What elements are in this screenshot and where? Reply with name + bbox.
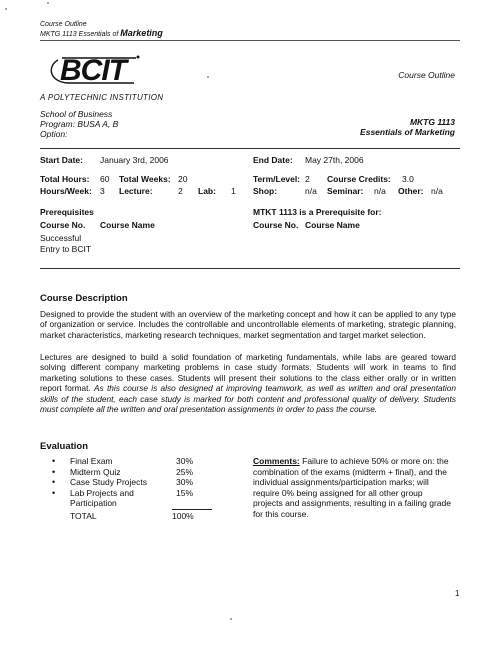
- evaluation-title: Evaluation: [40, 441, 89, 452]
- prereq-for-col-course-no: Course No.: [253, 220, 299, 230]
- scan-speck: [207, 76, 209, 78]
- running-header-course: [40, 29, 163, 39]
- page-number: 1: [455, 589, 460, 598]
- course-outline-label: Course Outline: [398, 70, 455, 80]
- option-label: Option:: [40, 129, 68, 139]
- evaluation-item-name: Lab Projects and: [70, 487, 134, 498]
- evaluation-item-pct: 25%: [176, 466, 194, 477]
- lab-value: 1: [231, 186, 236, 196]
- header-rule: [40, 40, 460, 41]
- course-credits-value: 3.0: [402, 174, 414, 184]
- comments-label: Comments:: [253, 456, 300, 466]
- rule-1: [40, 148, 460, 149]
- other-label: Other:: [398, 186, 424, 196]
- course-code: MKTG 1113: [409, 117, 455, 127]
- logo-text: BCIT: [60, 54, 126, 87]
- bullet-icon: •: [52, 487, 56, 498]
- other-value: n/a: [431, 186, 443, 196]
- total-hours-label: Total Hours:: [40, 174, 90, 184]
- seminar-label: Seminar:: [327, 186, 364, 196]
- evaluation-item-pct: 30%: [176, 477, 194, 487]
- rule-2: [40, 268, 460, 269]
- evaluation-total-pct: 100%: [172, 511, 194, 521]
- prereq-for-col-course-name: Course Name: [305, 220, 360, 230]
- bullet-icon: •: [52, 456, 56, 466]
- prerequisites-title: Prerequisites: [40, 207, 94, 217]
- course-credits-label: Course Credits:: [327, 174, 391, 184]
- scan-speck: [47, 2, 49, 4]
- prereq-col-course-name: Course Name: [100, 220, 155, 230]
- evaluation-total-label: TOTAL: [70, 511, 97, 521]
- prereq-line-2: Entry to BCIT: [40, 244, 92, 254]
- course-description-p2-italic: As this course is also designed at improving teamwork, as well as written and oral presentation skills of the student, each case study is marked for both content and professional quality of delivery. Students must complete all the written and oral presentation assignments in order to pass the course.: [40, 383, 456, 415]
- shop-label: Shop:: [253, 186, 278, 196]
- end-date-label: End Date:: [253, 155, 293, 165]
- course-description-p1: Designed to provide the student with an overview of the marketing concept and how it can be applied to any type of organization or service. Includes the controllable and uncontrollable elements of marketing, strategic planning, market characteristics, marketing research techniques, market segmentation and target market selection.: [40, 309, 456, 340]
- term-level-value: 2: [305, 174, 310, 184]
- running-header: [40, 20, 163, 39]
- course-description-p2-plain: Lectures are designed to build a solid foundation of marketing fundamentals, while labs are geared toward solving different company marketing problems in case study formats. Students will work in teams to find marketing solutions to these cases. Students will present their solutions to the class either orally or in written report format.: [40, 352, 456, 394]
- running-header-marketing: Marketing: [120, 28, 163, 38]
- evaluation-item-name: Case Study Projects: [70, 477, 148, 487]
- running-header-code: MKTG 1113: [40, 31, 77, 38]
- total-hours-value: 60: [100, 174, 110, 184]
- bcit-logo: [44, 52, 140, 86]
- evaluation-comments: [253, 456, 453, 519]
- prereq-line-1: Successful: [40, 233, 82, 243]
- institution-tagline: A POLYTECHNIC INSTITUTION: [40, 93, 164, 102]
- school-name: School of Business: [40, 109, 113, 119]
- evaluation-item-name: Final Exam: [70, 456, 113, 466]
- prereq-for-title: MTKT 1113 is a Prerequisite for:: [253, 207, 382, 217]
- term-level-label: Term/Level:: [253, 174, 301, 184]
- course-id-block: [360, 117, 455, 137]
- evaluation-item-name: Midterm Quiz: [70, 466, 121, 477]
- lecture-label: Lecture:: [119, 186, 153, 196]
- program-name: Program: BUSA A, B: [40, 119, 119, 129]
- bullet-icon: •: [52, 466, 56, 477]
- total-weeks-label: Total Weeks:: [119, 174, 171, 184]
- total-rule: [172, 509, 212, 510]
- evaluation-item-pct: 30%: [176, 456, 194, 466]
- prereq-col-course-no: Course No.: [40, 220, 86, 230]
- hours-week-label: Hours/Week:: [40, 186, 92, 196]
- start-date-value: January 3rd, 2006: [100, 155, 169, 165]
- school-info: [40, 109, 118, 139]
- end-date-value: May 27th, 2006: [305, 155, 364, 165]
- scan-speck: [230, 618, 232, 620]
- lecture-value: 2: [178, 186, 183, 196]
- scan-speck: [5, 8, 7, 10]
- evaluation-item-name-2: Participation: [70, 498, 117, 508]
- course-title: Essentials of Marketing: [360, 127, 455, 137]
- seminar-value: n/a: [374, 186, 386, 196]
- bullet-icon: •: [52, 477, 56, 487]
- course-description-p2: [40, 352, 456, 414]
- total-weeks-value: 20: [178, 174, 188, 184]
- course-description-title: Course Description: [40, 293, 128, 304]
- evaluation-item-pct: 15%: [176, 487, 194, 498]
- lab-label: Lab:: [198, 186, 216, 196]
- start-date-label: Start Date:: [40, 155, 83, 165]
- hours-week-value: 3: [100, 186, 105, 196]
- running-header-label: Course Outline: [40, 21, 87, 28]
- running-header-essentials: Essentials of: [78, 31, 119, 38]
- shop-value: n/a: [305, 186, 317, 196]
- comments-text: Failure to achieve 50% or more on: the combination of the exams (midterm + final), and the individual assignments/participation marks; will require 0% being assigned for all other group projects and assignments, resulting in a failing grade for this course.: [253, 456, 451, 519]
